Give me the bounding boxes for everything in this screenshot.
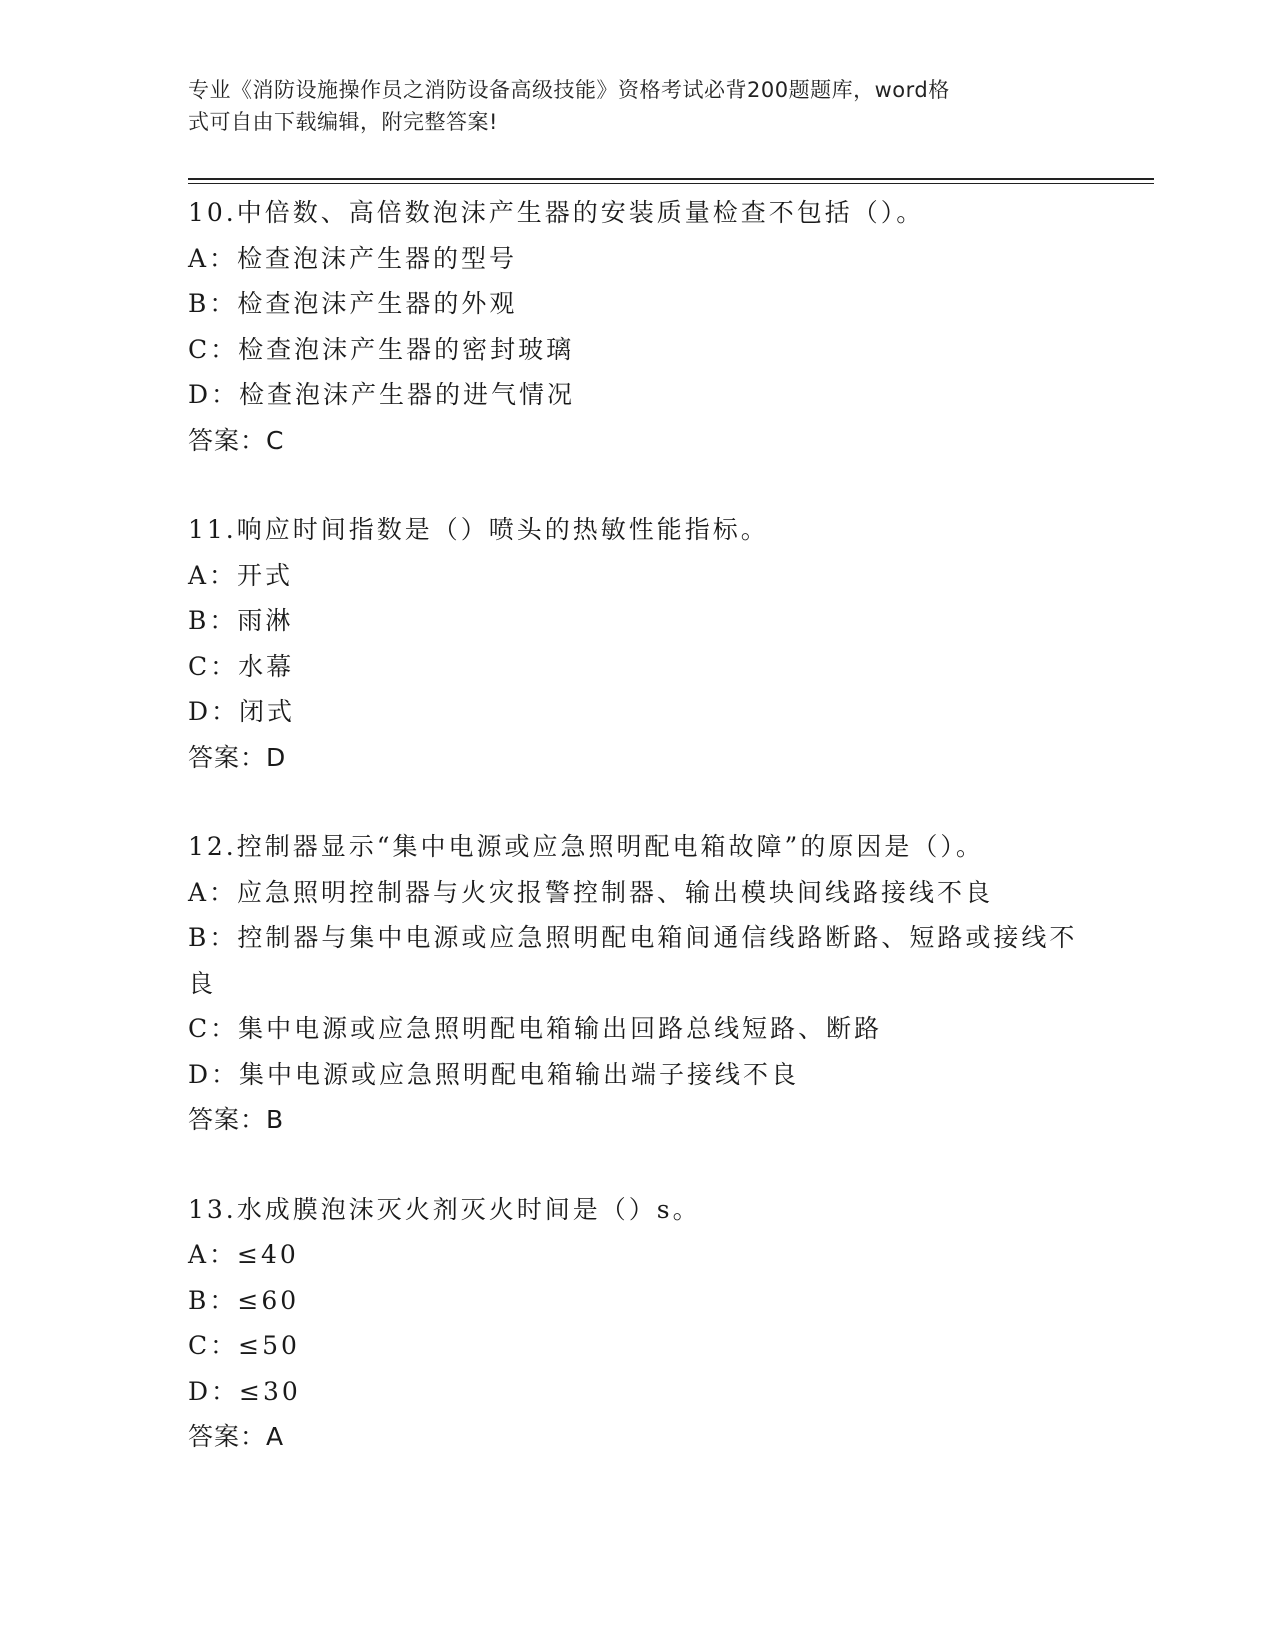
question-stem: 12.控制器显示“集中电源或应急照明配电箱故障”的原因是（）。 [188,832,984,861]
question-stem: 10.中倍数、高倍数泡沫产生器的安装质量检查不包括（）。 [188,198,925,227]
option-c: C：≤50 [188,1331,300,1360]
header-divider-thin [188,183,1154,184]
option-c: C：集中电源或应急照明配电箱输出回路总线短路、断路 [188,1014,883,1043]
answer: 答案：C [188,425,285,455]
document-header [188,74,1068,138]
option-b: B：检查泡沫产生器的外观 [188,289,518,318]
header-line-2: 式可自由下载编辑，附完整答案! [188,110,498,134]
question-13 [188,1187,1088,1460]
answer: 答案：D [188,742,287,772]
answer: 答案：B [188,1105,285,1134]
option-d: D：检查泡沫产生器的进气情况 [188,380,576,409]
question-12 [188,824,1088,1143]
option-a: A：开式 [188,560,294,590]
answer: 答案：A [188,1422,285,1451]
option-d: D：闭式 [188,697,296,726]
header-divider-thick [188,178,1154,180]
option-d: D：集中电源或应急照明配电箱输出端子接线不良 [188,1059,800,1089]
question-10 [188,190,1088,463]
question-list [188,190,1088,1504]
option-a: A：应急照明控制器与火灾报警控制器、输出模块间线路接线不良 [188,877,994,907]
header-line-1: 专业《消防设施操作员之消防设备高级技能》资格考试必背200题题库，word格 [188,78,950,102]
option-b: B：控制器与集中电源或应急照明配电箱间通信线路断路、短路或接线不良 [188,923,1078,998]
option-d: D：≤30 [188,1376,301,1406]
question-stem: 11.响应时间指数是（）喷头的热敏性能指标。 [188,515,769,544]
question-11 [188,507,1088,780]
option-b: B：≤60 [188,1285,300,1315]
question-stem: 13.水成膜泡沫灭火剂灭火时间是（）s。 [188,1194,701,1224]
option-a: A：≤40 [188,1240,299,1269]
option-c: C：水幕 [188,651,295,681]
option-c: C：检查泡沫产生器的密封玻璃 [188,334,575,364]
option-b: B：雨淋 [188,606,294,635]
option-a: A：检查泡沫产生器的型号 [188,243,518,273]
